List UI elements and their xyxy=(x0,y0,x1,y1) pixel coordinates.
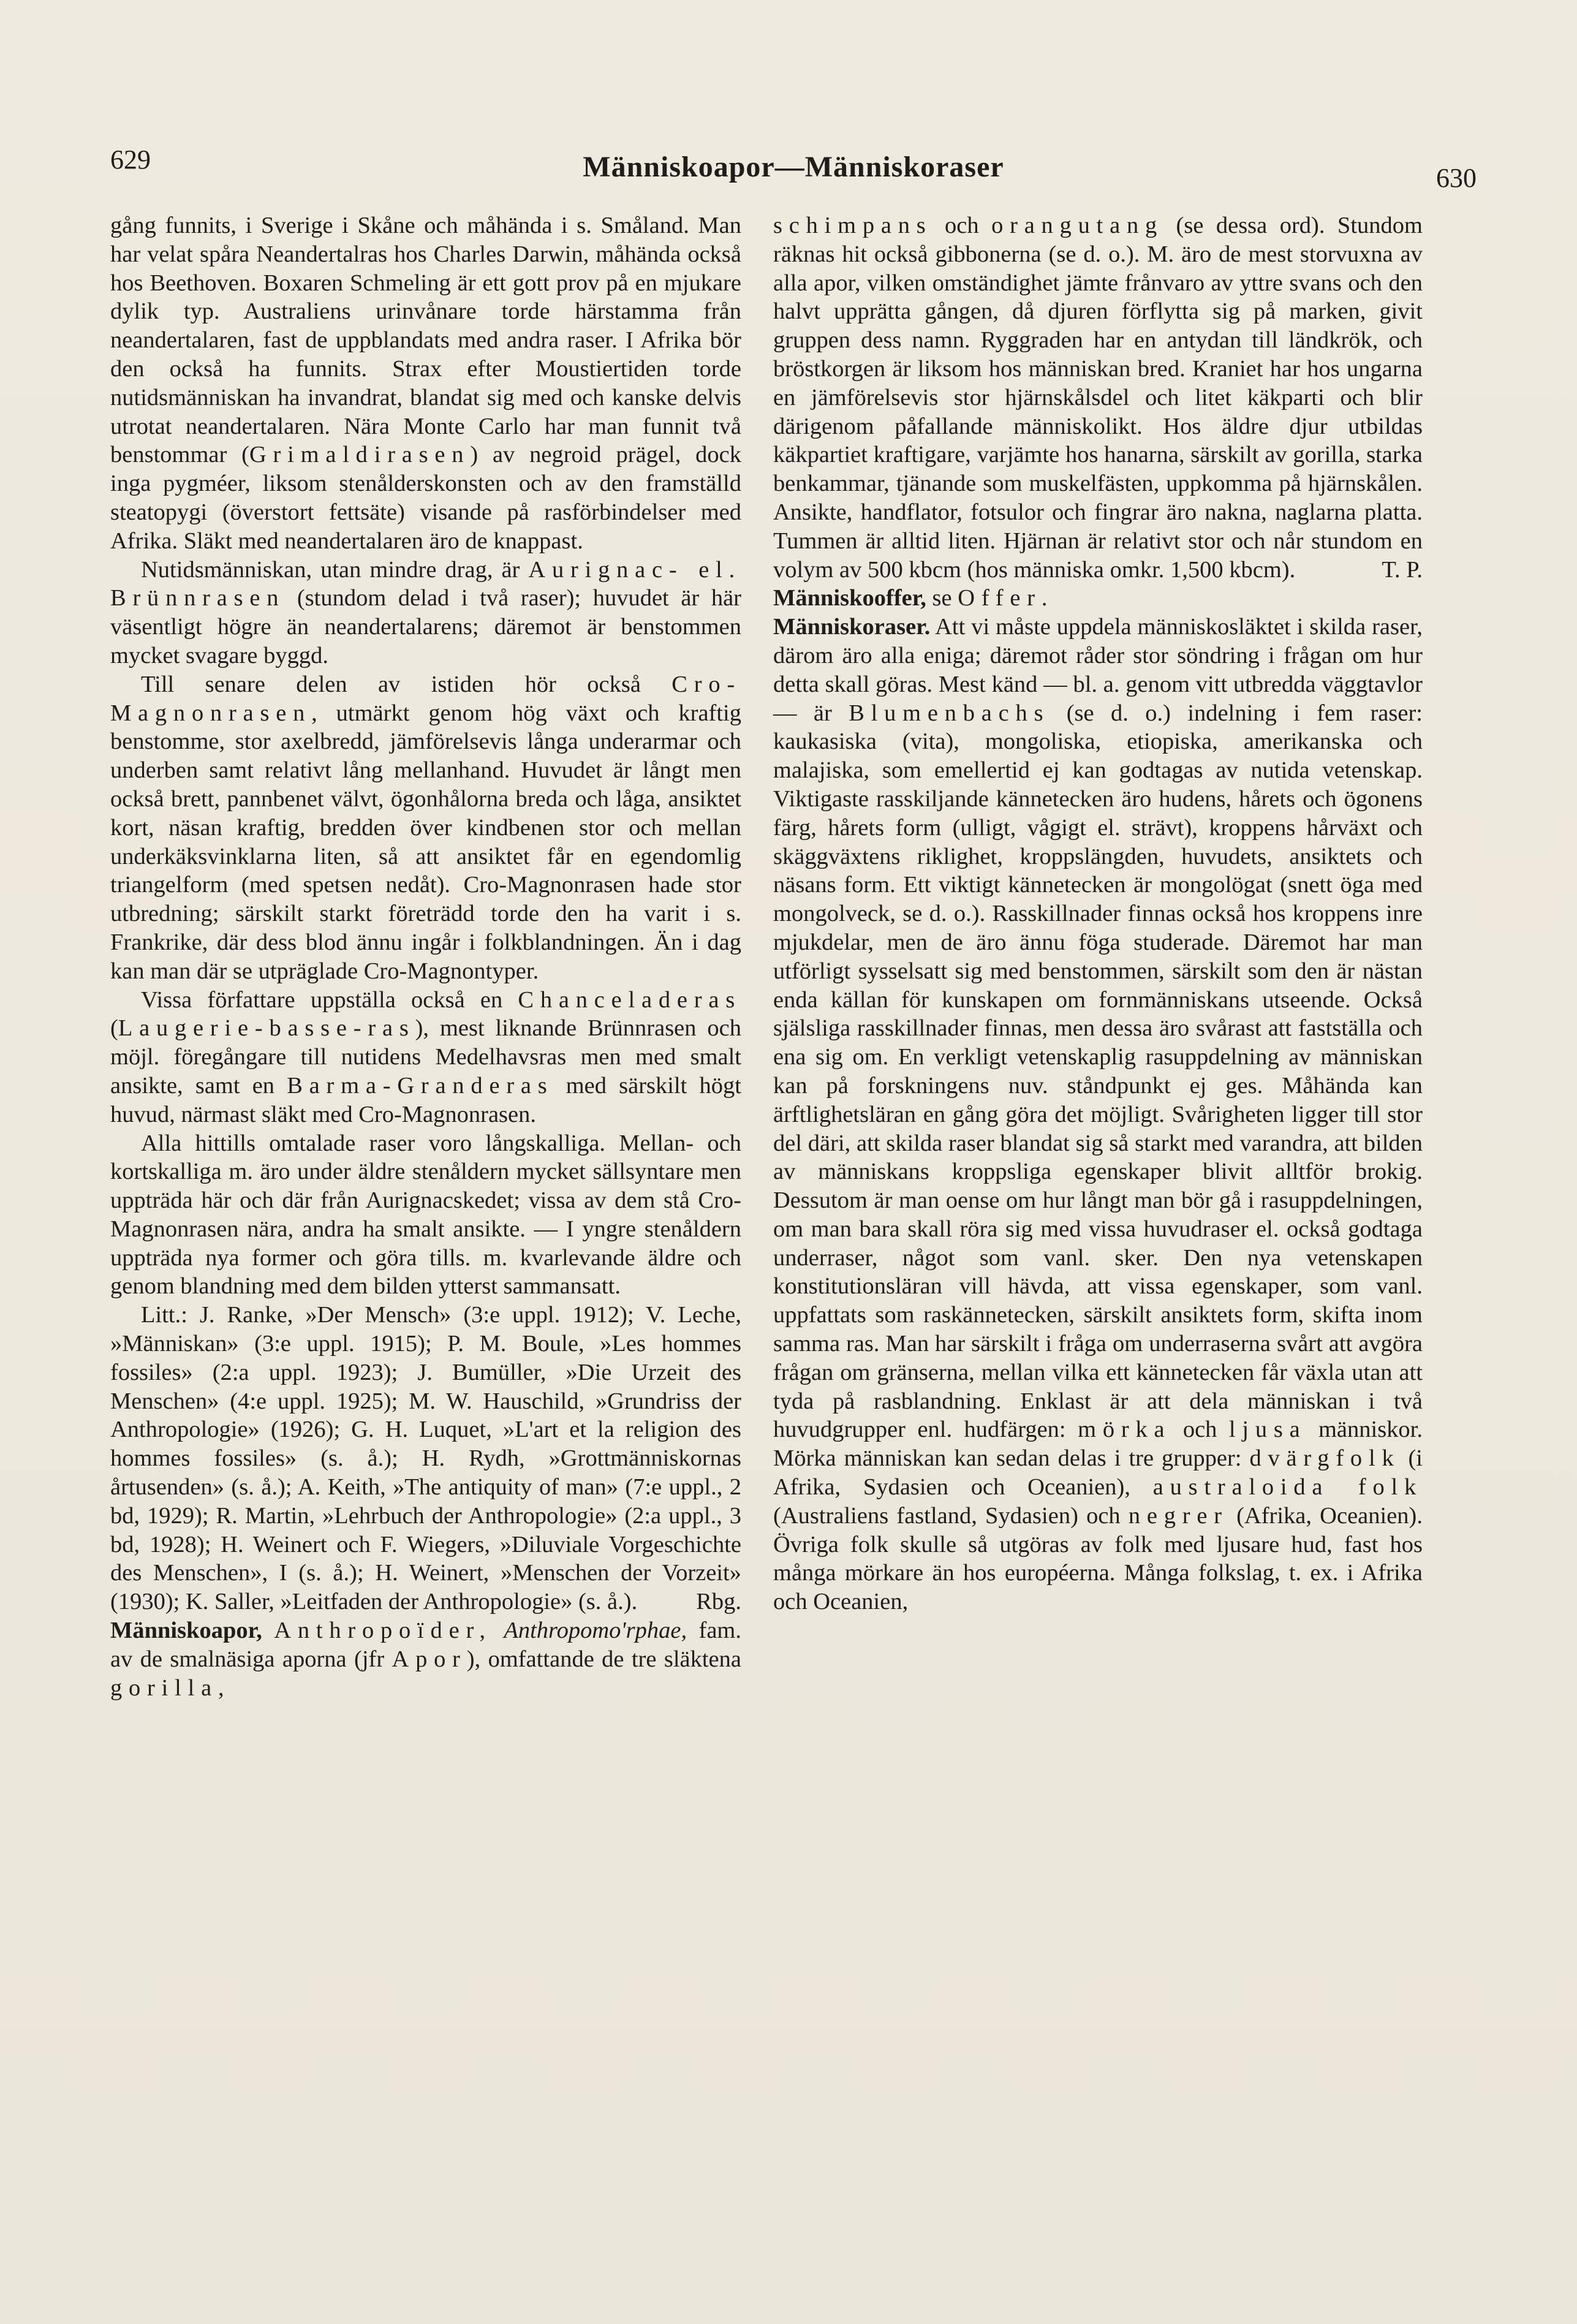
entry-manniskoraser xyxy=(773,613,1423,1616)
entry-headword: Människooffer, xyxy=(773,585,926,611)
running-title: Människoapor—Människoraser xyxy=(583,151,1004,183)
latin-name: Anthropomo'rphae, xyxy=(504,1618,687,1644)
page-number-right: 630 xyxy=(1436,163,1477,193)
cross-reference-link[interactable]: Offer xyxy=(958,585,1042,611)
spaced-term: negrer xyxy=(1128,1502,1228,1529)
text-run: och xyxy=(932,213,992,238)
entry-manniskoapor xyxy=(110,1616,741,1702)
spaced-term: gorilla, xyxy=(110,1675,231,1701)
paragraph-chancelade xyxy=(110,986,741,1129)
text-run: fam. av de smalnäsiga aporna (jfr xyxy=(110,1618,742,1672)
spaced-term: Grimaldirasen xyxy=(249,442,471,468)
author-signature: T. P. xyxy=(1382,556,1423,583)
author-signature: Rbg. xyxy=(696,1589,741,1615)
entry-manniskooffer xyxy=(773,584,1423,613)
text-run: Nutidsmänniskan, utan mindre drag, är xyxy=(141,556,529,583)
spaced-term: Aurignac- el. Brünnrasen xyxy=(110,556,741,611)
left-column xyxy=(110,211,741,1702)
text-run: människor. Mörka människan kan sedan delas i tre grupper: xyxy=(773,1417,1423,1472)
text-run: och xyxy=(1171,1417,1229,1443)
spaced-term: Chanceladeras xyxy=(518,986,741,1013)
text-run: gång funnits, i Sverige i Skåne och måhända i s. Småland. Man har velat spåra Neandertalras hos Charles Darwin, måhända också hos Beethoven. Boxaren Schmeling är ett gott prov på en mjukare dylik typ. Australiens urinvånare torde härstamma från neandertalaren, fast de uppblandats med andra raser. I Afrika bör den också ha funnits. Strax efter Moustiertiden torde nutidsmänniskan ha invandrat, blandat sig med och kanske delvis utrotat neandertalaren. Nära Monte Carlo har man funnit två benstommar ( xyxy=(110,213,741,468)
spaced-term: dvärgfolk xyxy=(1249,1445,1401,1472)
text-run: med särskilt högt huvud, närmast släkt med Cro-Magnonrasen. xyxy=(110,1072,741,1127)
entry-headword: Människoapor, xyxy=(110,1618,262,1644)
text-run: (se dessa ord). Stundom räknas hit också gibbonerna (se d. o.). M. äro de mest storvuxna av alla apor, vilken omständighet jämte frånvaro av yttre svans och den halvt upprätta gången, då djuren förflytta sig på marken, givit gruppen dess namn. Ryggraden har en antydan till ländkrök, och bröstkorgen är liksom hos människan bred. Kraniet har hos ungarna en jämförelsevis stor hjärnskålsdel och litet käkparti och blir därigenom påfallande människolikt. Hos äldre djur utbildas käkpartiet kraftigare, varjämte hos hanarna, särskilt av gorilla, starka benkammar, tjänande som muskelfästen, uppkomma på hjärnskålen. Ansikte, handflator, fotsulor och fingrar äro nakna, naglarna platta. Tummen är alltid liten. Hjärnan är relativt stor och når stundom en volym av 500 kbcm (hos människa omkr. 1,500 kbcm). xyxy=(773,213,1423,583)
text-run: ), mest liknande Brünnrasen och möjl. föregångare till nutidens Medelhavsras men med smalt ansikte, samt en xyxy=(110,1015,741,1099)
text-run: ) av negroid prägel, dock inga pygméer, liksom stenålderskonsten och av den framställd steatopygi (överstort fettsäte) visande på rasförbindelser med Afrika. Släkt med neandertalaren äro de knappast. xyxy=(110,442,741,554)
spaced-term: ljusa xyxy=(1228,1417,1307,1443)
paragraph-apes-continued xyxy=(773,211,1423,584)
page-number-left: 629 xyxy=(110,145,151,175)
spaced-term: Laugerie-basse-ras xyxy=(118,1015,415,1042)
paragraph-neandertal xyxy=(110,211,741,556)
text-run: Litt.: J. Ranke, »Der Mensch» (3:e uppl. 1912); V. Leche, »Människan» (3:e uppl. 1915); P. M. Boule, »Les hommes fossiles» (2:a uppl. 1923); J. Bumüller, »Die Urzeit des Menschen» (4:e uppl. 1925); M. W. Hauschild, »Grundriss der Anthropologie» (1926); G. H. Luquet, »L'art et la religion des hommes fossiles» (s. å.); H. Rydh, »Grottmänniskornas årtusenden» (s. å.); A. Keith, »The antiquity of man» (7:e uppl., 2 bd, 1929); R. Martin, »Lehrbuch der Anthropologie» (2:a uppl., 3 bd, 1928); H. Weinert och F. Wiegers, »Diluviale Vorgeschichte des Menschen», I (s. å.); H. Weinert, »Menschen der Vorzeit» (1930); K. Saller, »Leitfaden der Anthropologie» (s. å.). xyxy=(110,1302,741,1615)
spaced-term: Apor xyxy=(391,1646,467,1672)
right-column xyxy=(773,211,1423,1616)
text-run: , utmärkt genom hög växt och kraftig benstomme, stor axelbredd, jämförelsevis långa underarmar och underben samt relativt lång mellanhand. Huvudet är långt men också brett, pannbenet välvt, ögonhålorna breda och låga, ansiktet kort, näsan kraftig, bredden över kindbenen stor och mellan underkäksvinklarna liten, så att ansiktet får en egendomlig triangelform (med spetsen nedåt). Cro-Magnonrasen hade stor utbredning; särskilt starkt företrädd torde den ha varit i s. Frankrike, där dess blod ännu ingår i folkblandningen. Än i dag kan man där se utpräglade Cro-Magnontyper. xyxy=(110,700,741,984)
text-run: (stundom delad i två raser); huvudet är här väsentligt högre än neandertalarens; däremot är benstommen mycket svagare byggd. xyxy=(110,585,741,668)
paragraph-long-skulls xyxy=(110,1129,741,1301)
text-run: ), omfattande de tre släktena xyxy=(466,1646,741,1672)
text-run: Alla hittills omtalade raser voro långskalliga. Mellan- och kortskalliga m. äro under äldre stenåldern mycket sällsyntare men uppträda här och där från Aurignacskedet; vissa av dem stå Cro-Magnonrasen nära, andra ha smalt ansikte. — I yngre stenåldern uppträda nya former och göra tills. m. kvarlevande äldre och genom blandning med dem bilden ytterst sammansatt. xyxy=(110,1130,741,1300)
page-header xyxy=(110,144,1477,193)
spaced-term: Cro-Magnonrasen xyxy=(110,671,741,726)
spaced-term: australoida folk xyxy=(1152,1474,1423,1501)
text-run: se xyxy=(926,585,958,611)
text-run: Vissa författare uppställa också en xyxy=(141,986,518,1013)
spaced-term: Anthropoïder, xyxy=(274,1618,492,1644)
entry-headword: Människoraser. xyxy=(773,614,931,640)
text-run: Till senare delen av istiden hör också xyxy=(141,671,672,697)
text-run: . xyxy=(1041,585,1048,611)
text-run: (se d. o.) indelning i fem raser: kaukasiska (vita), mongoliska, etiopiska, amerikanska och malajiska, som emellertid ej kan godtagas av nutida vetenskap. Viktigaste rasskiljande kännetecken äro hudens, hårets och ögonens färg, hårets form (ulligt, vågigt el. strävt), kroppens hårväxt och skäggväxtens riklighet, kroppslängden, huvudets, ansiktets och näsans form. Ett viktigt kännetecken är mongolögat (snett öga med mongolveck, se d. o.). Rasskillnader finnas också hos kroppens inre mjukdelar, men de äro ännu föga studerade. Däremot har man utförligt sysselsatt sig med benstommen, särskilt som den är nästan enda källan för kunskapen om fornmänniskans utseende. Också själsliga rasskillnader finnas, men dessa äro svårast att fastställa och ena sig om. En verkligt vetenskaplig rasuppdelning av människan kan på forskningens nuv. ståndpunkt ej ges. Måhända kan ärftlighetsläran en gång göra det möjligt. Svårigheten ligger till stor del däri, att skilda raser blandat sig så starkt med varandra, att bilden av människans kroppsliga egenskaper blivit alltför brokig. Dessutom är man oense om hur långt man bör gå i rasuppdelningen, om man bara skall röra sig med vissa huvudraser el. också godtaga underraser, något som vanl. sker. Den nya vetenskapen konstitutionsläran vill hävda, att vissa egenskaper, som vanl. uppfattats som raskännetecken, särskilt ansiktets form, skifta inom samma ras. Man har särskilt i fråga om underraserna svårt att avgöra frågan om gränserna, mellan vilka ett kännetecken får växla utan att tyda på rasblandning. Enklast är att dela människan i två huvudgrupper enl. hudfärgen: xyxy=(773,700,1423,1443)
text-run: (i Afrika, Sydasien och Oceanien), xyxy=(773,1445,1423,1501)
spaced-term: orangutang xyxy=(991,213,1164,238)
text-run: ( xyxy=(110,1015,118,1042)
paragraph-cro-magnon xyxy=(110,670,741,986)
text-run: (Afrika, Oceanien). Övriga folk skulle så utgöras av folk med ljusare hud, fast hos många mörkare än hos européerna. Många folkslag, t. ex. i Afrika och Oceanien, xyxy=(773,1502,1423,1615)
paragraph-literature xyxy=(110,1301,741,1616)
spaced-term: mörka xyxy=(1078,1417,1171,1443)
text-run: (Australiens fastland, Sydasien) och xyxy=(773,1502,1129,1529)
spaced-term: Blumenbachs xyxy=(849,700,1050,726)
text-run: Att vi måste uppdela människosläktet i skilda raser, därom äro alla eniga; däremot råder stor söndring i frågan om hur detta skall göras. Mest känd — bl. a. genom vitt utbredda väggtavlor — är xyxy=(773,614,1423,726)
spaced-term: schimpans xyxy=(773,213,932,238)
paragraph-aurignac xyxy=(110,556,741,670)
spaced-term: Barma-Granderas xyxy=(287,1072,554,1099)
